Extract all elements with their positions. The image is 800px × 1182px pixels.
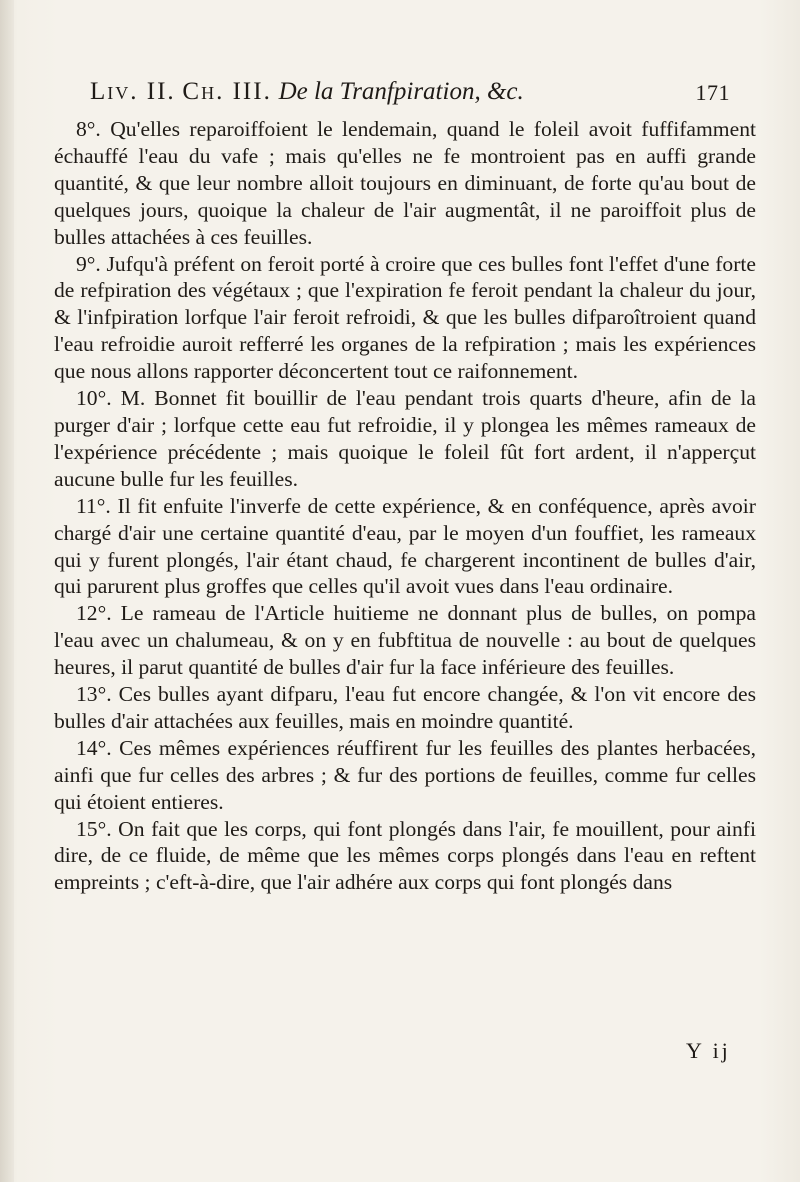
paragraph-9: 9°. Jufqu'à préfent on feroit porté à croire que ces bulles font l'effet d'une forte de refpiration des végétaux ; que l'expiration fe feroit pendant la chaleur du jour, & l'infpiration lorfque l'air feroit refroidi, & que les bulles difparoîtroient quand l'eau refroidie auroit refferré les organes de la refpiration ; mais les expériences que nous allons rapporter déconcertent tout ce raifonnement. (54, 251, 756, 384)
paragraph-8: 8°. Qu'elles reparoiffoient le lendemain, quand le foleil avoit fuffifamment échauffé l'eau du vafe ; mais qu'elles ne fe montroient pas en auffi grande quantité, & que leur nombre alloit toujours en diminuant, de forte qu'au bout de quelques jours, quoique la chaleur de l'air augmentât, il ne paroiffoit plus de bulles attachées à ces feuilles. (54, 117, 756, 249)
paragraph-10: 10°. M. Bonnet fit bouillir de l'eau pendant trois quarts d'heure, afin de la purger d'air ; lorfque cette eau fut refroidie, il y plongea les mêmes rameaux de l'expérience précédente ; mais quoique le foleil fût fort ardent, il n'apperçut aucune bulle fur les feuilles. (54, 386, 756, 491)
paragraph-12: 12°. Le rameau de l'Article huitieme ne donnant plus de bulles, on pompa l'eau avec un chalumeau, & on y en fubftitua de nouvelle : au bout de quelques heures, il parut quantité de bulles d'air fur la face inférieure des feuilles. (54, 601, 756, 680)
header-chapter: Ch. III. (182, 78, 272, 105)
page-number: 171 (695, 80, 730, 105)
running-header (90, 78, 730, 118)
header-title: De la Tranfpiration, &c. (278, 78, 524, 105)
body-text (54, 116, 756, 896)
signature-mark: Y ij (686, 1038, 731, 1063)
paragraph-11: 11°. Il fit enfuite l'inverfe de cette expérience, & en conféquence, après avoir chargé d'air une certaine quantité d'eau, par le moyen d'un fouffiet, les rameaux qui y furent plongés, l'air étant chaud, fe chargerent incontinent de bulles d'air, qui parurent plus groffes que celles qu'il avoit vues dans l'eau ordinaire. (54, 493, 756, 599)
header-title-line (90, 78, 524, 106)
paragraph-13: 13°. Ces bulles ayant difparu, l'eau fut encore changée, & l'on vit encore des bulles d'air attachées aux feuilles, mais en moindre quantité. (54, 682, 756, 733)
paragraph-15: 15°. On fait que les corps, qui font plongés dans l'air, fe mouillent, pour ainfi dire, de ce fluide, de même que les mêmes corps plongés dans l'eau en reftent empreints ; c'eft-à-dire, que l'air adhére aux corps qui font plongés dans (54, 816, 756, 895)
header-book: Liv. II. (90, 78, 176, 105)
page-gutter (0, 0, 14, 1182)
paragraph-14: 14°. Ces mêmes expériences réuffirent fur les feuilles des plantes herbacées, ainfi que fur celles des arbres ; & fur des portions de feuilles, comme fur celles qui étoient entieres. (54, 735, 756, 814)
